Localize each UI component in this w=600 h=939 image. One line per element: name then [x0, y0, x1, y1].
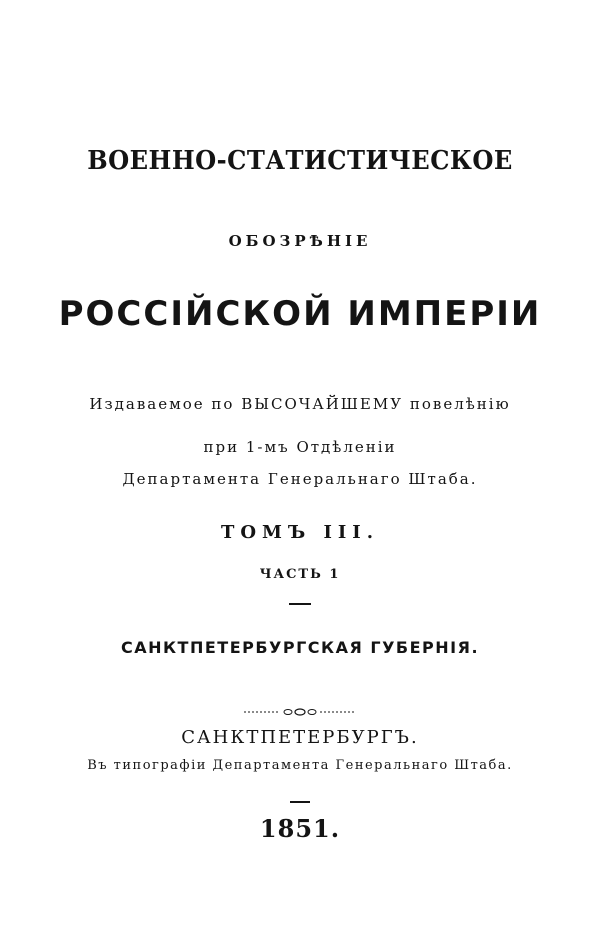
printer-imprint: Въ типографіи Департамента Генеральнаго Штаба. [87, 758, 513, 773]
title-line-1: ВОЕННО-СТАТИСТИЧЕСКОЕ [87, 146, 513, 176]
title-line-2: ОБОЗРѢНІЕ [228, 232, 372, 250]
part-label: ЧАСТЬ 1 [259, 567, 341, 582]
divider-rule [289, 603, 311, 605]
publisher-line-1: Издаваемое по ВЫСОЧАЙШЕМУ повелѣнію [89, 395, 511, 413]
province-title: САНКТПЕТЕРБУРГСКАЯ ГУБЕРНІЯ. [120, 638, 480, 657]
publisher-line-2: при 1-мъ Отдѣленіи [203, 438, 397, 456]
title-line-3: РОССІЙСКОЙ ИМПЕРІИ [58, 294, 542, 334]
publisher-line-3: Департамента Генеральнаго Штаба. [122, 470, 478, 488]
city-imprint: САНКТПЕТЕРБУРГЪ. [181, 727, 419, 748]
divider-rule-small [290, 801, 310, 803]
ornament-divider [244, 706, 356, 718]
publication-year: 1851. [259, 814, 341, 843]
volume-label: ТОМЪ III. [220, 522, 379, 543]
